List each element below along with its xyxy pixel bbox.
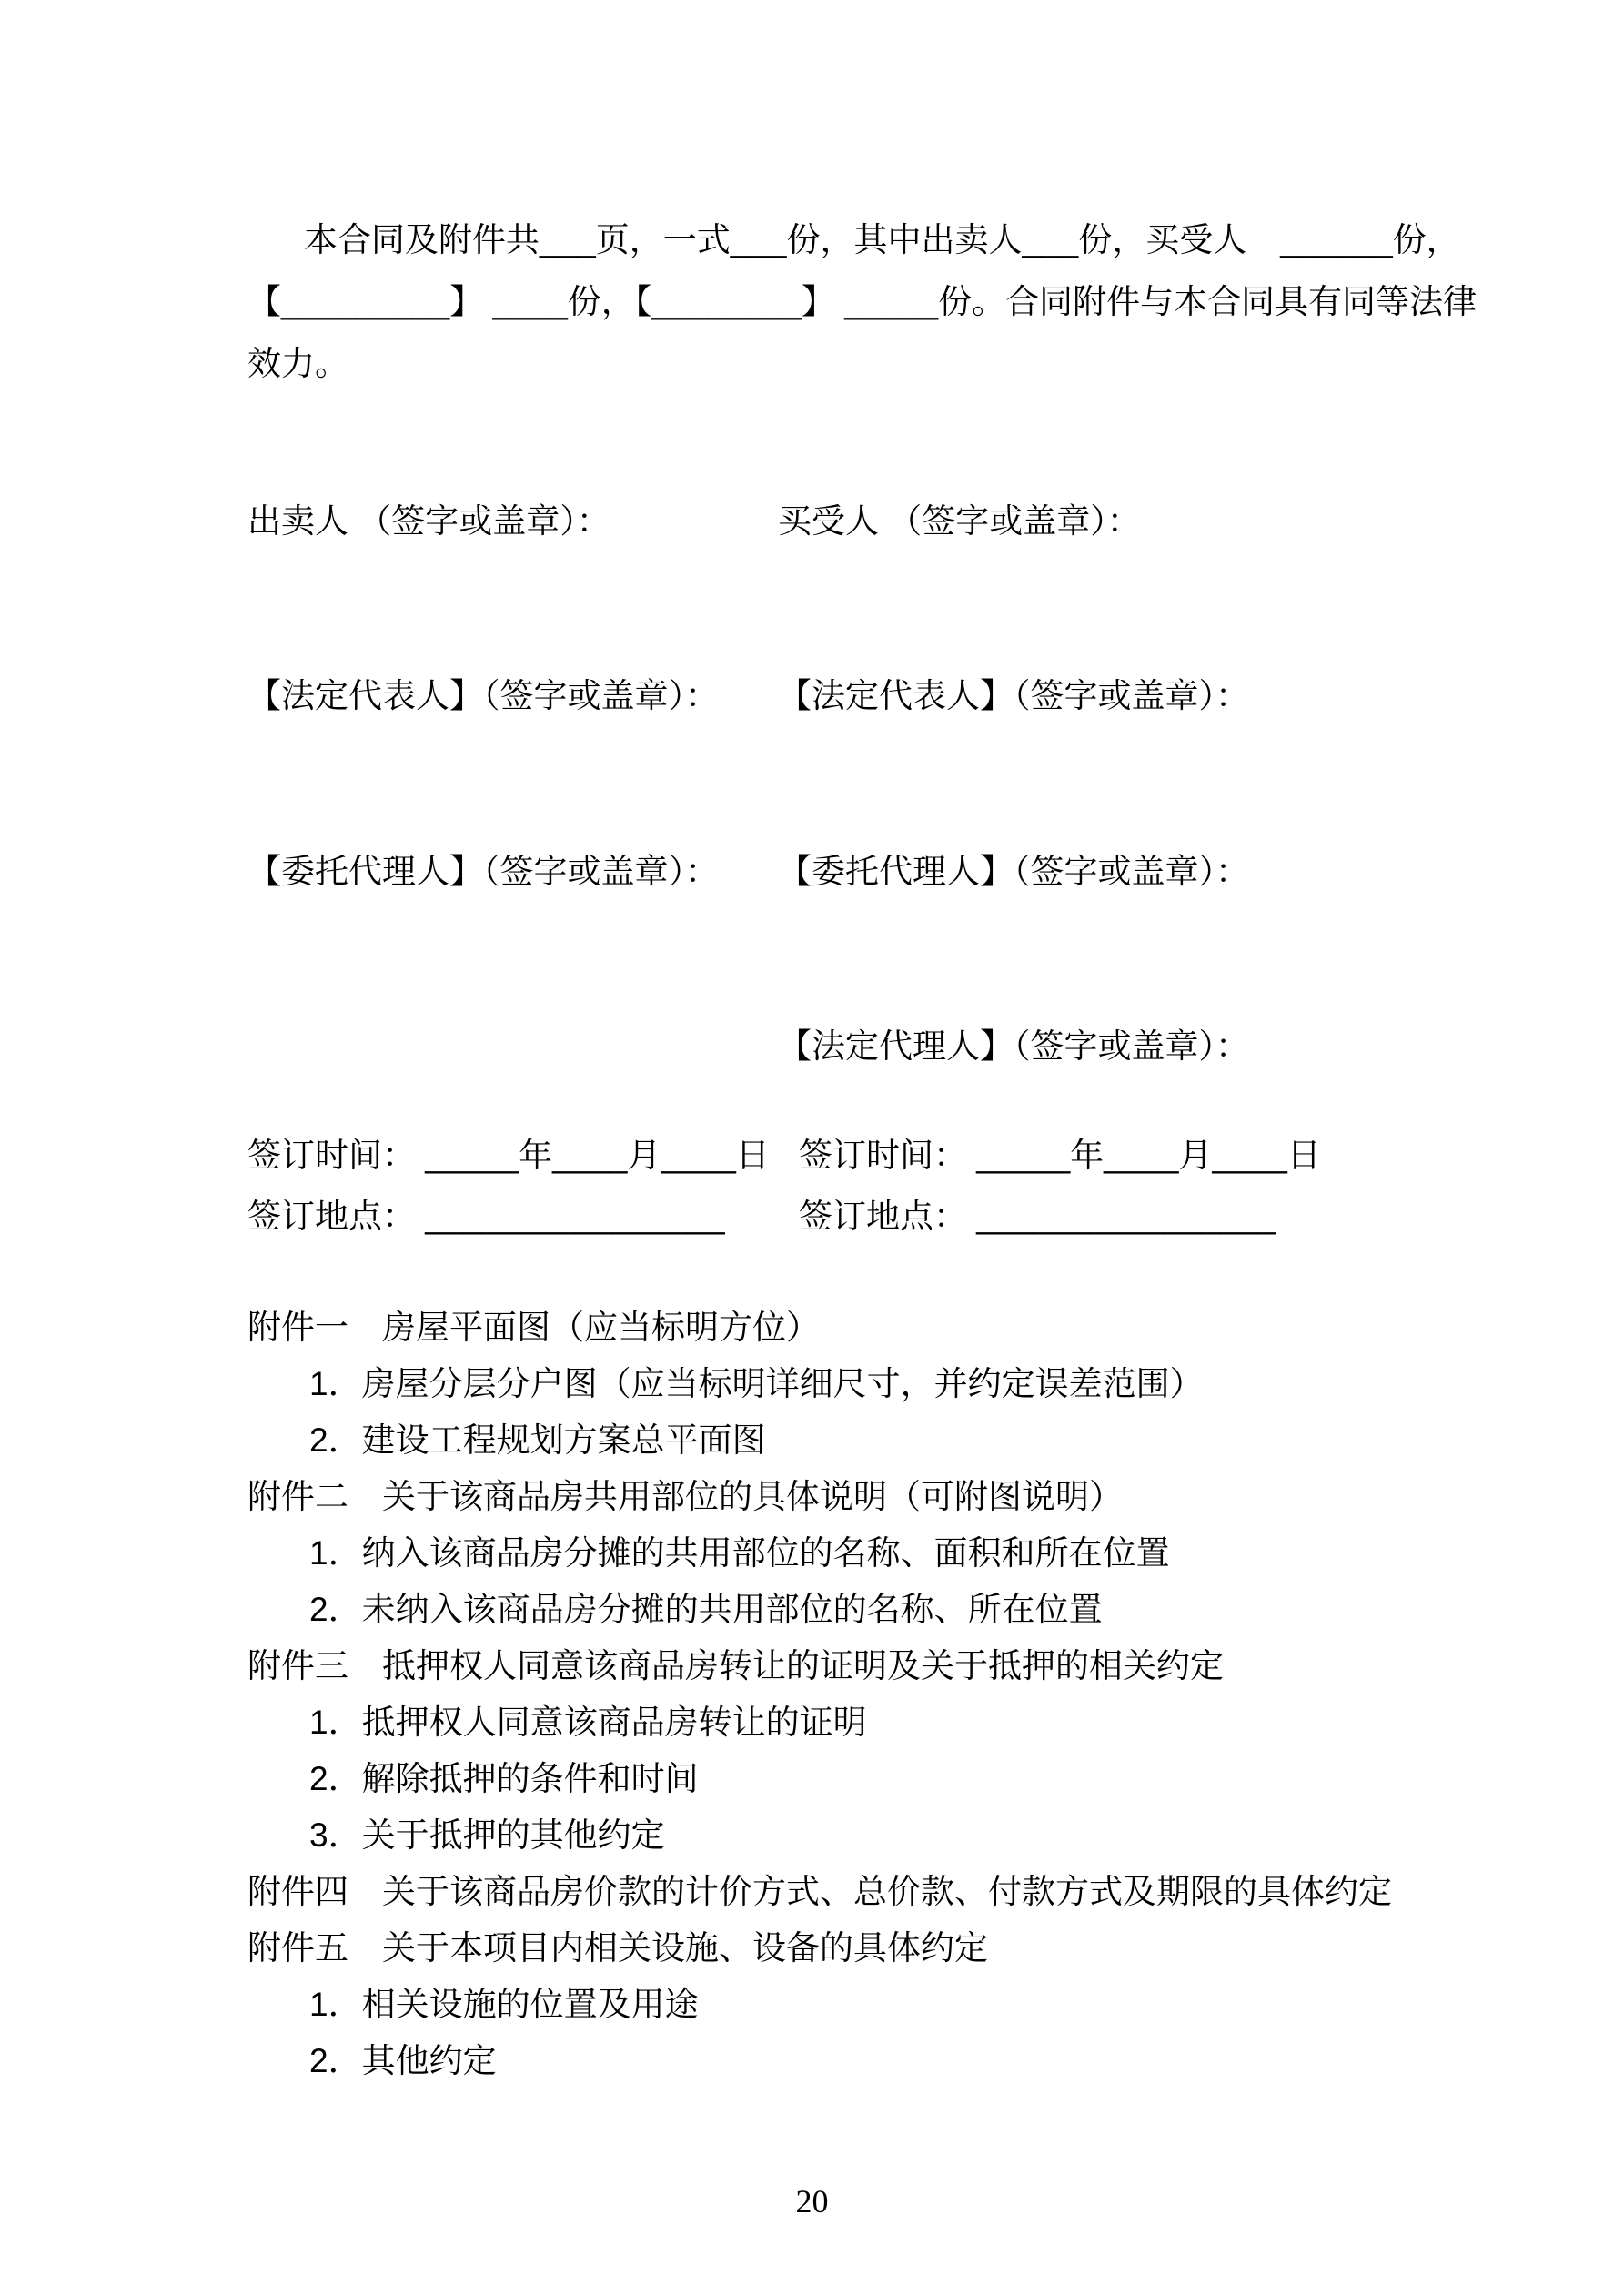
attachment-2-item-1: 1．纳入该商品房分摊的共用部位的名称、面积和所在位置 <box>309 1534 1170 1572</box>
attachment-2-item-2: 2．未纳入该商品房分摊的共用部位的名称、所在位置 <box>309 1591 1103 1628</box>
attachment-5-item-2: 2．其他约定 <box>309 2042 497 2079</box>
attachment-5-title: 附件五 关于本项目内相关设施、设备的具体约定 <box>247 1929 988 1967</box>
seller-legal-rep-label: 【法定代表人】（签字或盖章）： <box>247 677 719 714</box>
buyer-legal-rep-label: 【法定代表人】（签字或盖章）： <box>778 677 1249 714</box>
attachment-3-title: 附件三 抵押权人同意该商品房转让的证明及关于抵押的相关约定 <box>247 1647 1224 1684</box>
intro-line-3: 效力。 <box>247 345 348 382</box>
attachment-5-item-1: 1．相关设施的位置及用途 <box>309 1986 699 2023</box>
signature-row-parties <box>247 500 1567 543</box>
signing-time-row <box>247 1134 1567 1178</box>
buyer-legal-agent-label: 【法定代理人】（签字或盖章）： <box>778 1027 1249 1065</box>
buyer-sign-place: 签订地点： ________________ <box>799 1198 1276 1235</box>
attachment-1-item-1: 1．房屋分层分户图（应当标明详细尺寸，并约定误差范围） <box>309 1365 1204 1402</box>
seller-agent-label: 【委托代理人】（签字或盖章）： <box>247 853 719 890</box>
intro-line-1: 本合同及附件共___页，一式___份，其中出卖人___份，买受人 ______份， <box>304 221 1460 258</box>
attachment-4-title: 附件四 关于该商品房价款的计价方式、总价款、付款方式及期限的具体约定 <box>247 1873 1392 1910</box>
attachment-1-item-2: 2．建设工程规划方案总平面图 <box>309 1421 766 1459</box>
attachment-3-item-1: 1．抵押权人同意该商品房转让的证明 <box>309 1704 867 1741</box>
signature-row-legal-agent <box>247 1025 1567 1068</box>
attachment-1-title: 附件一 房屋平面图（应当标明方位） <box>247 1309 820 1346</box>
attachment-3-item-3: 3．关于抵押的其他约定 <box>309 1816 665 1854</box>
buyer-agent-label: 【委托代理人】（签字或盖章）： <box>778 853 1249 890</box>
intro-line-2: 【_________】 ____份，【________】 _____份。合同附件与本合同具有同等法律 <box>247 283 1478 320</box>
seller-sign-date: 签订时间： _____年____月____日 <box>247 1137 770 1174</box>
signature-row-entrusted-agent <box>247 850 1567 894</box>
buyer-sign-label: 买受人 （签字或盖章）： <box>778 502 1141 540</box>
buyer-sign-date: 签订时间： _____年____月____日 <box>799 1137 1321 1174</box>
attachment-2-title: 附件二 关于该商品房共用部位的具体说明（可附图说明） <box>247 1478 1123 1515</box>
page-number: 20 <box>795 2183 829 2220</box>
signature-row-legal-representative <box>247 674 1567 718</box>
intro-paragraph <box>247 209 1478 395</box>
seller-sign-place: 签订地点： ________________ <box>247 1198 725 1235</box>
attachment-3-item-2: 2．解除抵押的条件和时间 <box>309 1760 699 1797</box>
seller-sign-label: 出卖人 （签字或盖章）： <box>247 502 610 540</box>
attachment-list <box>247 1300 1567 2089</box>
signing-place-row <box>247 1195 1567 1239</box>
